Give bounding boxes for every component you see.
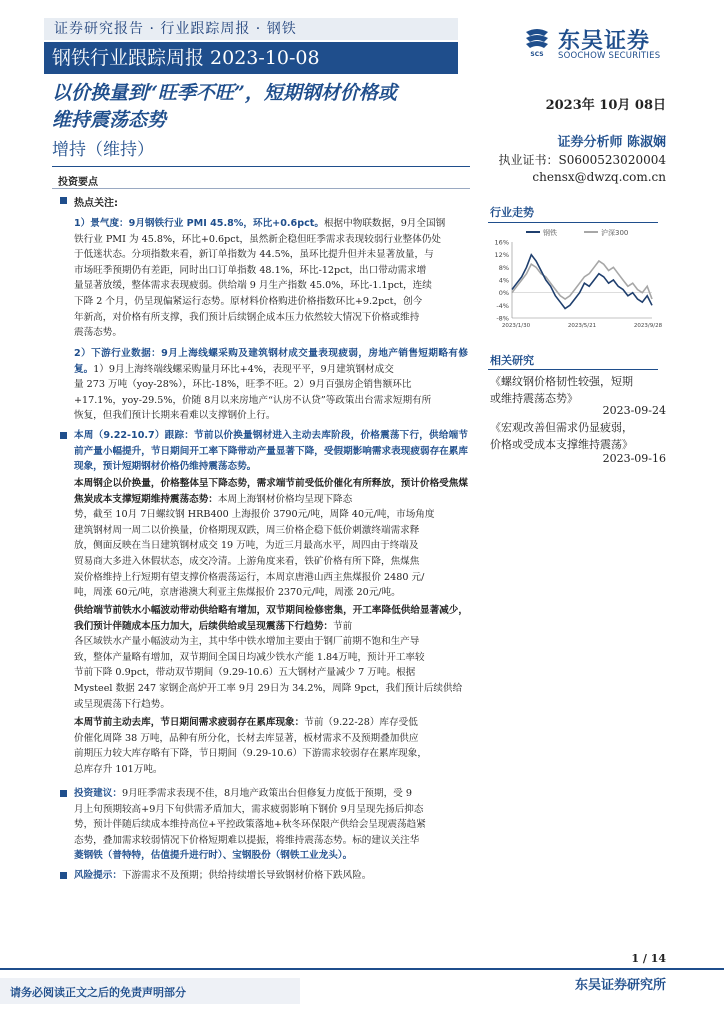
related-item[interactable]: [490, 419, 658, 453]
para-line: 9月旺季需求表现不佳，8月地产政策出台但修复力度低于预期，受 9: [121, 788, 412, 799]
para-line: 1）9月上海终端线螺采购量月环比+4%，表现平平，9月建筑钢材成交: [93, 363, 394, 375]
title-line-1: 以价换量到“旺季不旺”，短期钢材价格或: [52, 82, 397, 104]
para-lead: 风险提示：: [74, 870, 122, 881]
para-line: 或呈现震荡下行趋势。: [74, 698, 170, 710]
para-line: 铁行业 PMI 为 45.8%，环比+0.6pct，虽然新企稳但旺季需求表现较弱行业整体仍处: [74, 233, 441, 245]
legend-label: 沪深300: [601, 229, 629, 237]
para-lead: 本周节前主动去库，节日期间需求疲弱存在累库现象：: [74, 717, 305, 728]
rating: 增持（维持）: [52, 140, 154, 160]
para-line: 态势，叠加需求较弱情况下价格短期难以提振，将维持震荡态势。标的建议关注华: [74, 834, 420, 846]
trend-title: 行业走势: [490, 206, 534, 219]
para-line: 前期压力较大库存略有下降，节日期间（9.29-10.6）下游需求较弱存在累库现象，: [74, 748, 427, 760]
para-line: 总库存升 101万吨。: [74, 763, 163, 775]
logo-mark-icon: [522, 26, 552, 58]
para-lead: 本周钢企以价换量，价格整体呈下降态势，需求端节前受低价催化有所释放，预计价格受焦煤焦炭成本支撑短期维持震荡态势：: [74, 478, 468, 505]
para-line: 于低迷状态。分项指数来看，新订单指数为 44.5%，虽环比提升但并未显著放量，与: [74, 249, 434, 261]
para-line: 节前（9.22-28）库存受低: [304, 717, 418, 728]
divider: [488, 369, 658, 370]
para-line: 根据中物联数据，9月全国钢: [323, 218, 446, 229]
series-line: [512, 255, 652, 309]
paragraph-downstream: [74, 346, 468, 424]
title-line-2: 维持震荡态势: [52, 109, 167, 131]
para-line: +17.1%，yoy-29.5%，价随 8月以来房地产“认房不认贷”等政策出台需求短期有所: [74, 394, 432, 406]
bullet-square-icon: [60, 197, 67, 204]
logo: [522, 24, 702, 64]
y-tick-label: -4%: [496, 301, 509, 310]
para-lead: 投资建议：: [74, 788, 122, 799]
para-lead: 供给端节前铁水小幅波动带动供给略有增加，双节期间检修密集，开工率降低供给显著减少，我们预计伴随成本压力加大，后续供给或呈现震荡下行趋势：: [74, 605, 468, 632]
footer-disclaimer[interactable]: 请务必阅读正文之后的免责声明部分: [10, 986, 186, 999]
report-category: 证券研究报告 · 行业跟踪周报 · 钢铁: [44, 18, 458, 40]
para-line: Mysteel 数据 247 家钢企高炉开工率 9月 29日为 34.2%，周降 9pct，我们预计后续供给: [74, 682, 463, 694]
y-tick-label: 4%: [498, 276, 509, 285]
bullet-square-icon: [60, 790, 67, 797]
logo-mark-text: SCS: [530, 51, 544, 58]
para-line: 量显著放缓，整体需求表现疲弱。供给端 9 月生产指数 45.0%，环比-1.1pct，连续: [74, 280, 432, 292]
para-line: 年新高，对价格有所支撑，我们预计后续钢企成本压力依然较大情况下价格或维持: [74, 311, 420, 323]
para-line: 市场旺季预期仍有差距，同时出口订单指数 48.1%，环比-12pct，出口带动需求增: [74, 264, 427, 276]
para-line: 下游需求不及预期；供给持续增长导致钢材价格下跌风险。: [121, 870, 372, 881]
y-tick-label: 0%: [498, 289, 509, 298]
related-title: 相关研究: [490, 354, 534, 367]
related-item-date: 2023-09-24: [602, 404, 666, 417]
para-tail: 菱钢铁（普特特，估值提升进行时）、宝钢股份（钢铁工业龙头）。: [74, 850, 353, 862]
investment-label: 投资要点: [58, 177, 98, 188]
bullet-square-icon: [60, 872, 67, 879]
y-tick-label: 12%: [494, 251, 509, 260]
para-line: 本周上海钢材价格均呈现下降态: [217, 493, 353, 505]
y-tick-label: 16%: [494, 238, 509, 247]
y-tick-label: 8%: [498, 263, 509, 272]
para-line: 致，整体产量略有增加，双节期间全国日均减少铁水产能 1.84万吨，预计开工率较: [74, 651, 425, 663]
para-line: 势，预计伴随后续成本维持高位+平控政策落地+秋冬环保限产供给会呈现震荡趋紧: [74, 819, 426, 831]
y-tick-label: -8%: [496, 314, 509, 323]
analyst-name: 证券分析师 陈淑娴: [557, 135, 666, 150]
para-line: 节前下降 0.9pct，带动双节期间（9.29-10.6）五大钢材产量减少 7 万吨。根据: [74, 667, 416, 679]
page-number: 1 / 14: [631, 952, 666, 965]
x-tick-label: 2023/9/28: [633, 323, 663, 329]
para-lead: 1）景气度：9月钢铁行业 PMI 45.8%，环比+0.6pct。: [74, 218, 324, 229]
related-item-title: 或维持震荡态势》: [490, 392, 578, 405]
divider: [52, 166, 470, 167]
para-line: 各区域铁水产量小幅波动为主，其中华中铁水增加主要由于钢厂前期不饱和生产导: [74, 636, 420, 648]
related-item-title: 价格或受成本支撑维持震荡》: [490, 438, 633, 451]
paragraph-inventory: [74, 715, 468, 777]
paragraph-supply: [74, 603, 468, 712]
para-line: 量 273 万吨（yoy-28%），环比-18%，旺季不旺。2）9月百强房企销售额环比: [74, 379, 412, 391]
paragraph-risk: [74, 868, 468, 884]
report-name: 钢铁行业跟踪周报 2023-10-08: [44, 42, 458, 74]
logo-en: SOOCHOW SECURITIES: [558, 51, 661, 61]
para-line: 节前: [333, 620, 353, 632]
para-line: 建筑钢材周一周二以价换量，价格期现双跌，周三价格企稳下低价刺激终端需求释: [74, 524, 420, 536]
paragraph-price: [74, 476, 468, 601]
para-line: 炭价格维持上行短期有望支撑价格震荡运行，本周京唐港山西主焦煤报价 2480 元/: [74, 571, 425, 583]
report-date: 2023年 10月 08日: [545, 98, 666, 113]
para-line: 震荡态势。: [74, 327, 122, 339]
license-number: 执业证书：S0600523020004: [498, 153, 666, 167]
divider: [52, 188, 470, 189]
para-line: 势，截至 10月 7日螺纹钢 HRB400 上海报价 3790元/吨，周降 40元/吨，市场角度: [74, 509, 435, 521]
paragraph-prosperity: [74, 216, 468, 341]
para-line: 贸易商大多进入休假状态，成交冷清。上游角度来看，铁矿价格有所下降，焦煤焦: [74, 555, 420, 567]
para-line: 价催化周降 38 万吨，品种有所分化，长材去库显著，板材需求不及预期叠加供应: [74, 732, 419, 744]
legend-label: 钢铁: [543, 229, 557, 237]
para-lead: 2）下游行业数据：9月上海线螺采购及建筑钢材成交量表现疲弱，房地产销售短期略有修复。: [74, 348, 468, 375]
paragraph-weekly-tracking: [74, 428, 468, 475]
logo-cn: 东吴证券: [558, 29, 651, 54]
footer-institute: 东吴证券研究所: [574, 978, 666, 993]
hot-topics-heading: 热点关注:: [74, 198, 118, 209]
trend-chart: [486, 226, 663, 332]
divider: [488, 222, 658, 223]
related-item-title: 《宏观改善但需求仍显疲弱，: [490, 421, 633, 434]
footer-divider: [0, 968, 724, 970]
para-line: 放，侧面反映在当日建筑钢材成交 19 万吨，为近三月最高水平，周四由于终端及: [74, 540, 419, 552]
para-line: 下降 2 个月，仍呈现偏紧运行态势。原材料价格购进价格指数环比+9.2pct，创今: [74, 295, 423, 307]
analyst-email[interactable]: chensx@dwzq.com.cn: [532, 170, 666, 184]
para-line: 吨，周涨 60元/吨，京唐港澳大利亚主焦煤报价 2370元/吨，周涨 20元/吨。: [74, 587, 401, 599]
page-title: [52, 80, 472, 134]
x-tick-label: 2023/1/30: [501, 323, 531, 329]
x-tick-label: 2023/5/21: [567, 323, 597, 329]
para-line: 月上旬预期较高+9月下旬供需矛盾加大，需求疲弱影响下钢价 9月呈现先扬后抑态: [74, 803, 424, 815]
bullet-square-icon: [60, 432, 67, 439]
related-item[interactable]: [490, 373, 658, 407]
related-item-date: 2023-09-16: [602, 452, 666, 465]
para-lead: 本周（9.22-10.7）跟踪：节前以价换量钢材进入主动去库阶段，价格震荡下行，供给端节前产量小幅提升，节日期间开工率下降带动产量显著下降，受假期影响需求表现疲弱存在累库现象，预计短期钢材价格仍维持震荡态势。: [74, 430, 468, 473]
paragraph-investment-advice: [74, 786, 468, 864]
para-line: 恢复，但我们预计长期来看难以支撑钢价上行。: [74, 410, 276, 422]
related-item-title: 《螺纹钢价格韧性较强，短期: [490, 375, 633, 388]
